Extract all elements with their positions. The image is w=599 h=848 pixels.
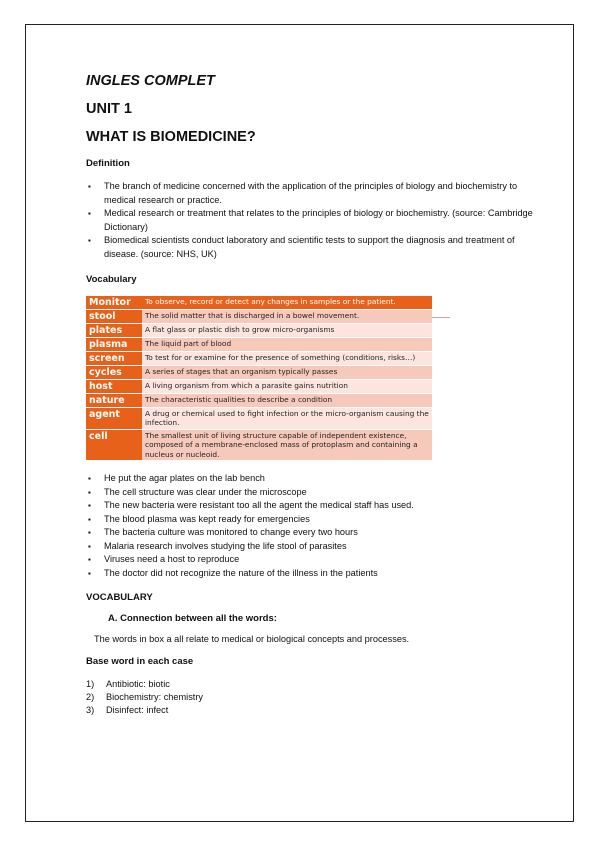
sentence-item: ▪ The blood plasma was kept ready for emergencies	[86, 513, 546, 527]
unit-title: UNIT 1	[86, 101, 132, 117]
table-row	[86, 338, 432, 352]
definition-list	[86, 180, 546, 261]
table-definition: The liquid part of blood	[142, 338, 432, 352]
base-word-item	[86, 678, 546, 691]
table-definition: The smallest unit of living structure capable of independent existence, composed of a membrane-enclosed mass of protoplasm and containing a nucleus or nucleoid.	[142, 429, 432, 460]
definition-item: ▪ Biomedical scientists conduct laboratory and scientific tests to support the diagnosis and treatment of disease. (source: NHS, UK)	[86, 234, 546, 261]
definition-item: ▪ Medical research or treatment that relates to the principles of biology or biochemistry. (source: Cambridge Dictionary)	[86, 207, 546, 234]
base-word-list	[86, 678, 546, 718]
table-definition: A drug or chemical used to fight infection or the micro-organism causing the infection.	[142, 408, 432, 430]
table-row	[86, 296, 432, 310]
table-row	[86, 352, 432, 366]
section-a-heading: A. Connection between all the words:	[108, 613, 277, 625]
table-term: plasma	[86, 338, 142, 352]
base-word-item	[86, 691, 546, 704]
sentence-item: ▪ Viruses need a host to reproduce	[86, 553, 546, 567]
table-term: cell	[86, 429, 142, 460]
table-definition: To test for or examine for the presence of something (conditions, risks…)	[142, 352, 432, 366]
table-term: stool	[86, 310, 142, 324]
table-definition: To observe, record or detect any changes in samples or the patient.	[142, 296, 432, 310]
table-term: screen	[86, 352, 142, 366]
sentence-list	[86, 472, 546, 580]
vocabulary-heading: VOCABULARY	[86, 592, 153, 604]
table-term: nature	[86, 394, 142, 408]
table-definition: The characteristic qualities to describe a condition	[142, 394, 432, 408]
document-page	[25, 24, 574, 822]
list-number: 2)	[86, 692, 95, 703]
base-word-text: Disinfect: infect	[106, 705, 169, 716]
table-row	[86, 366, 432, 380]
table-term: cycles	[86, 366, 142, 380]
list-number: 1)	[86, 679, 95, 690]
page-title: WHAT IS BIOMEDICINE?	[86, 129, 256, 145]
vocabulary-table-wrap	[86, 296, 546, 461]
section-a-paragraph: The words in box a all relate to medical or biological concepts and processes.	[94, 634, 410, 645]
sentence-item: ▪ Malaria research involves studying the life stool of parasites	[86, 540, 546, 554]
definition-heading: Definition	[86, 158, 130, 169]
sentence-item: ▪ The doctor did not recognize the nature of the illness in the patients	[86, 567, 546, 581]
sentence-item: ▪ The bacteria culture was monitored to change every two hours	[86, 526, 546, 540]
base-word-text: Antibiotic: biotic	[106, 679, 170, 690]
table-row	[86, 429, 432, 460]
table-definition: A living organism from which a parasite gains nutrition	[142, 380, 432, 394]
table-term: plates	[86, 324, 142, 338]
table-definition: The solid matter that is discharged in a bowel movement.	[142, 310, 432, 324]
table-row	[86, 394, 432, 408]
sentence-item: ▪ He put the agar plates on the lab bench	[86, 472, 546, 486]
table-row	[86, 310, 432, 324]
document-content	[86, 73, 546, 718]
table-term: host	[86, 380, 142, 394]
vocabulary-table-heading: Vocabulary	[86, 274, 137, 285]
table-row	[86, 324, 432, 338]
table-definition: A flat glass or plastic dish to grow micro-organisms	[142, 324, 432, 338]
table-definition: A series of stages that an organism typically passes	[142, 366, 432, 380]
base-word-text: Biochemistry: chemistry	[106, 692, 203, 703]
base-word-heading: Base word in each case	[86, 656, 194, 668]
list-number: 3)	[86, 705, 95, 716]
base-word-item	[86, 704, 546, 717]
table-term: Monitor	[86, 296, 142, 310]
table-divider-line	[432, 317, 450, 318]
course-title: INGLES COMPLET	[86, 73, 215, 89]
table-row	[86, 408, 432, 430]
definition-item: ▪ The branch of medicine concerned with the application of the principles of biology and biochemistry to medical research or practice.	[86, 180, 546, 207]
vocabulary-table	[86, 296, 432, 461]
sentence-item: ▪ The cell structure was clear under the microscope	[86, 486, 546, 500]
table-term: agent	[86, 408, 142, 430]
sentence-item: ▪ The new bacteria were resistant too all the agent the medical staff has used.	[86, 499, 546, 513]
table-row	[86, 380, 432, 394]
